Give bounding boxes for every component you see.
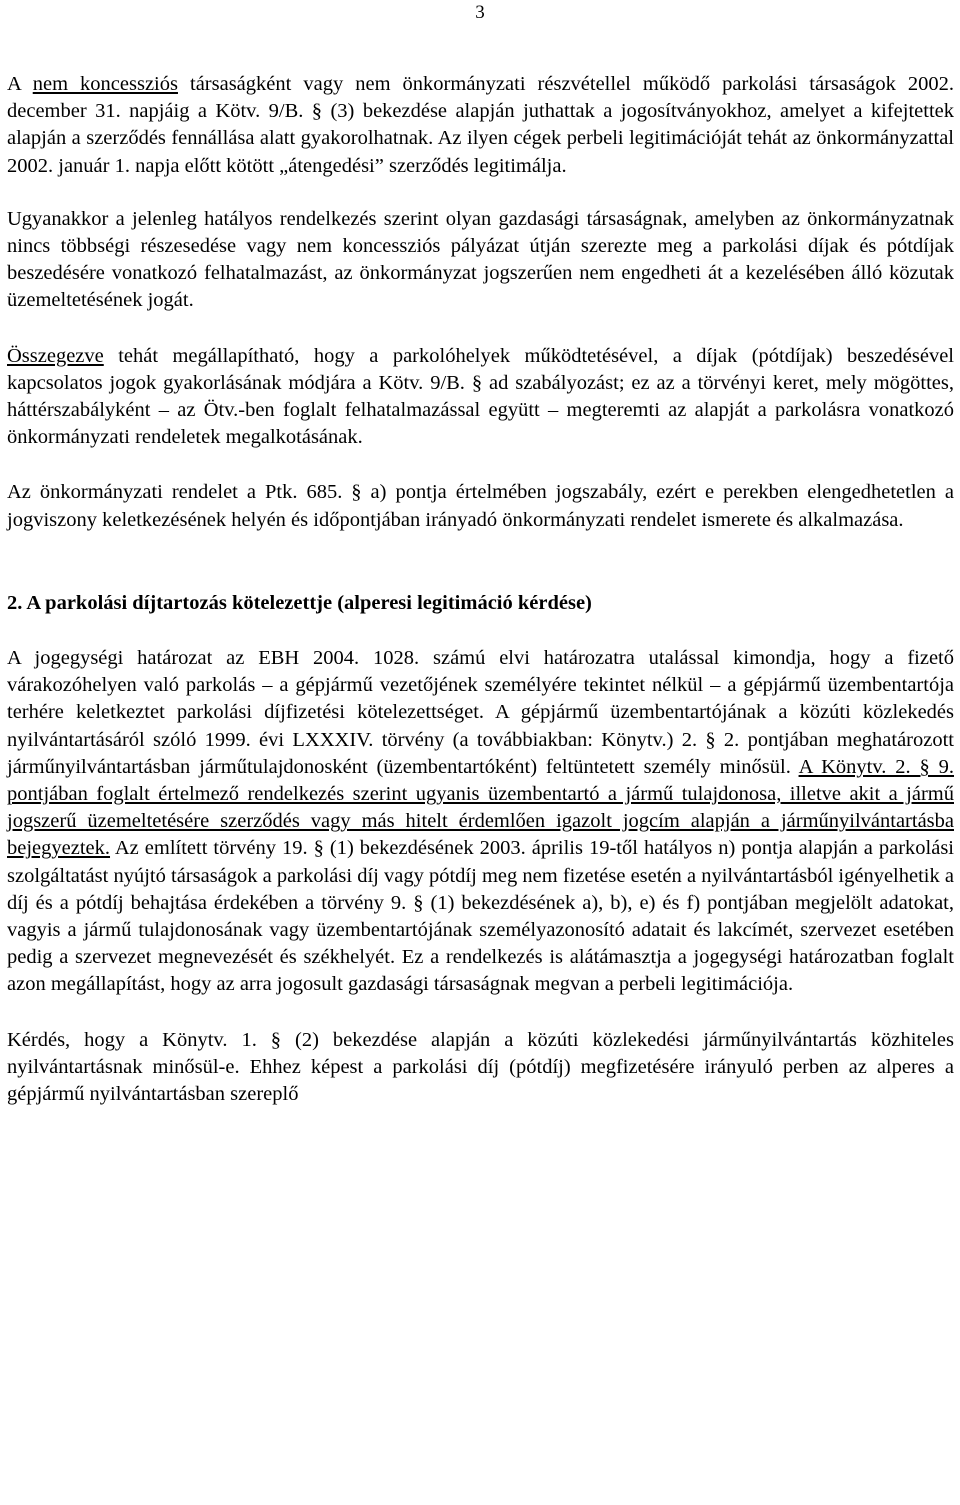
paragraph-legal-unity-decision [7,645,954,999]
document-body [7,71,954,1108]
section-heading: 2. A parkolási díjtartozás kötelezettje (alperesi legitimáció kérdése) [7,591,592,614]
page-number: 3 [475,2,485,23]
paragraph-current-regulation: Ugyanakkor a jelenleg hatályos rendelkezés szerint olyan gazdasági társaságnak, amelyben az önkormányzatnak nincs többségi részesedése vagy nem koncessziós pályázat útján szerezte meg a parkolási díjak és pótdíjak beszedésére vonatkozó felhatalmazást, az önkormányzat jogszerűen nem engedheti át a kezelésében álló közutak üzemeltetésének jogát. [7,207,954,312]
paragraph-non-concession-companies [7,71,954,180]
paragraph-question: Kérdés, hogy a Könytv. 1. § (2) bekezdése alapján a közúti közlekedési járműnyilvántartás közhiteles nyilvántartásnak minősül-e. Ehhez képest a parkolási díj (pótdíj) megfizetésére irányuló perben az alperes a gépjármű nyilvántartásban szereplő [7,1028,954,1106]
text-run: tehát megállapítható, hogy a parkolóhelyek működtetésével, a díjak (pótdíjak) beszedésével kapcsolatos jogok gyakorlásának módjára a Kötv. 9/B. § ad szabályozást; ez az a törvényi keret, mely mögöttes, háttérszabályként – az Ötv.-ben foglalt felhatalmazással együtt – megteremti az alapját a parkolásra vonatkozó önkormányzati rendeletek megalkotásának. [7,344,954,449]
text-run: Az említett törvény 19. § (1) bekezdésének 2003. április 19-től hatályos n) pontja alapján a parkolási szolgáltatást nyújtó társaságok a parkolási díj vagy pótdíj meg nem fizetése esetén a nyilvántartásból igényelhetik a díj és a pótdíj behajtása érdekében a törvény 9. § (1) bekezdésének a), b), e) és f) pontjában megjelölt adatokat, vagyis a jármű tulajdonosának vagy üzembentartójának személyazonosító adatait és lakcímét, szervezet esetében pedig a szervezet megnevezését és székhelyét. Ez a rendelkezés is alátámasztja a jogegységi határozatban foglalt azon megállapítást, hogy az arra jogosult gazdasági társaságnak megvan a perbeli legitimációja. [7,837,954,996]
text-run: A jogegységi határozat az EBH 2004. 1028. számú elvi határozatra utalással kimondja, hogy a fizető várakozóhelyen való parkolás – a gépjármű vezetőjének személyére tekintet nélkül – a gépjármű üzembentartója terhére keletkeztet parkolási díjfizetési kötelezettséget. A gépjármű üzembentartójának a közúti közlekedés nyilvántartásáról szóló 1999. évi LXXXIV. törvény (a továbbiakban: Könytv.) 2. § 2. pontjában meghatározott járműnyilvántartásban járműtulajdonosként (üzembentartóként) feltüntetett személy minősül. [7,647,954,778]
paragraph-summary [7,343,954,452]
underlined-term: nem koncessziós [32,73,178,95]
paragraph-municipal-decree: Az önkormányzati rendelet a Ptk. 685. § a) pontja értelmében jogszabály, ezért e perekben elengedhetetlen a jogviszony keletkezésének helyén és időpontjában irányadó önkormányzati rendelet ismerete és alkalmazása. [7,481,954,531]
text-run: társaságként vagy nem önkormányzati részvétellel működő parkolási társaságok 2002. december 31. napjáig a Kötv. 9/B. § (3) bekezdése alapján juthattak a jogosítványokhoz, amelyet a kifejtettek alapján a szerződés fennállása alatt gyakorolhatnak. Az ilyen cégek perbeli legitimációját tehát az önkormányzattal 2002. január 1. napja előtt kötött „átengedési” szerződés legitimálja. [7,73,954,177]
underlined-definition: A Könytv. 2. § 9. pontjában foglalt értelmező rendelkezés szerint ugyanis üzembentartó a jármű tulajdonosa, illetve akit a jármű jogszerű üzemeltetésére szerződés vagy más hitelt érdemlően igazolt jogcím alapján a járműnyilvántartásba bejegyeztek. [7,755,954,860]
text-run: A [7,73,33,95]
underlined-term: Összegezve [7,344,104,367]
